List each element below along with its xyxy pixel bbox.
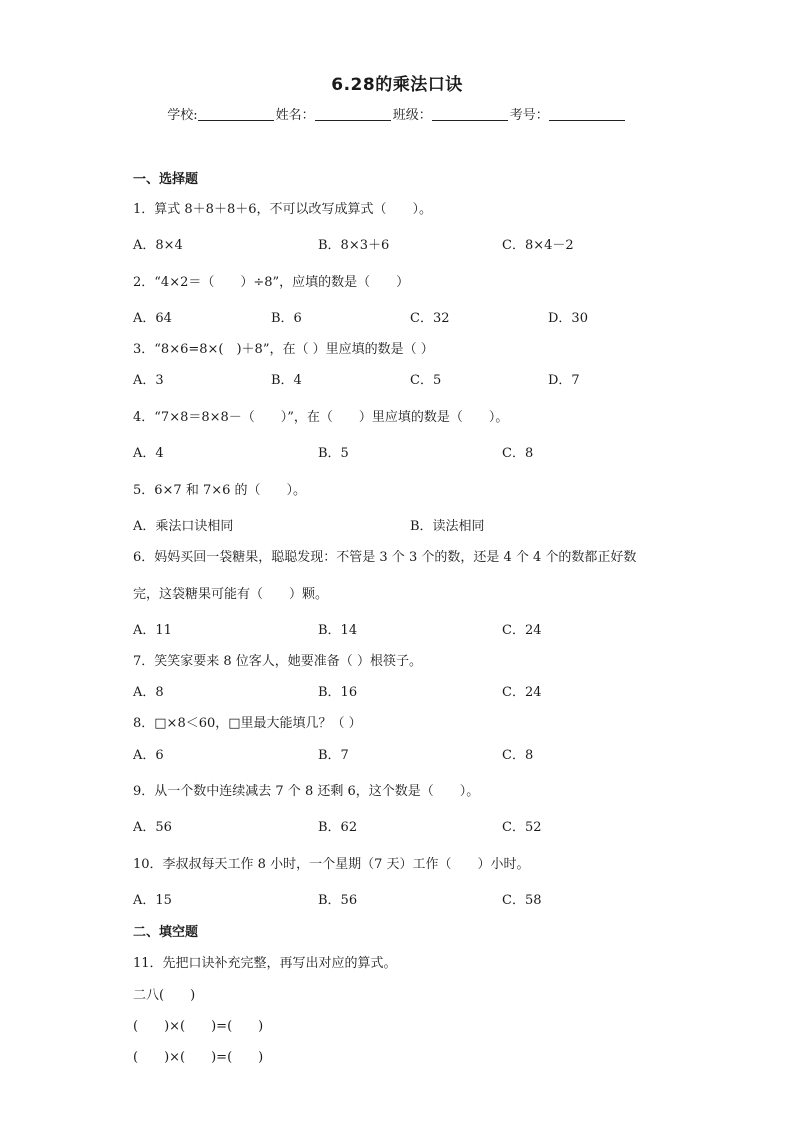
question-3-option-d[interactable]: D．7: [548, 373, 580, 388]
question-6-stem-line-1: 6．妈妈买回一袋糖果，聪聪发现：不管是 3 个 3 个的数，还是 4 个 4 个的数都正好数: [133, 550, 637, 565]
question-2-stem: 2．“4×2＝（ ）÷8”，应填的数是（ ）: [133, 275, 410, 290]
question-8-option-c[interactable]: C．8: [502, 748, 534, 763]
question-2-option-d[interactable]: D．30: [548, 311, 588, 326]
section-heading-choice: 一、选择题: [133, 172, 199, 187]
question-5-option-a[interactable]: A．乘法口诀相同: [133, 519, 234, 534]
question-4-option-a[interactable]: A．4: [133, 446, 164, 461]
question-9-option-c[interactable]: C．52: [502, 820, 542, 835]
question-7-option-b[interactable]: B．16: [318, 685, 358, 700]
question-7-option-c[interactable]: C．24: [502, 685, 542, 700]
question-6-option-b[interactable]: B．14: [318, 623, 358, 638]
question-4-stem: 4．“7×8＝8×8－（ ）”，在（ ）里应填的数是（ ）。: [133, 410, 509, 425]
school-blank[interactable]: [198, 107, 274, 121]
question-2-option-b[interactable]: B．6: [271, 311, 302, 326]
question-6-option-a[interactable]: A．11: [133, 623, 172, 638]
question-11-equation-2[interactable]: ( )×( )=( ): [133, 1050, 264, 1065]
page-title: 6.28的乘法口诀: [331, 75, 463, 95]
number-blank[interactable]: [549, 107, 625, 121]
school-label: 学校:: [167, 108, 198, 123]
question-10-option-a[interactable]: A．15: [133, 893, 172, 908]
question-3-option-c[interactable]: C．5: [410, 373, 442, 388]
question-4-option-b[interactable]: B．5: [318, 446, 349, 461]
question-1-option-c[interactable]: C．8×4－2: [502, 238, 574, 253]
question-9-option-a[interactable]: A．56: [133, 820, 172, 835]
question-10-stem: 10．李叔叔每天工作 8 小时，一个星期（7 天）工作（ ）小时。: [133, 857, 530, 872]
question-8-stem: 8．□×8＜60，□里最大能填几？（ ）: [133, 716, 362, 731]
question-9-option-b[interactable]: B．62: [318, 820, 358, 835]
question-6-option-c[interactable]: C．24: [502, 623, 542, 638]
question-2-option-a[interactable]: A．64: [133, 311, 172, 326]
question-2-option-c[interactable]: C．32: [410, 311, 450, 326]
question-6-stem-line-2: 完，这袋糖果可能有（ ）颗。: [133, 587, 329, 602]
number-label: 考号：: [509, 108, 549, 123]
question-3-option-a[interactable]: A．3: [133, 373, 164, 388]
name-label: 姓名：: [275, 108, 315, 123]
question-8-option-a[interactable]: A．6: [133, 748, 164, 763]
class-label: 班级：: [392, 108, 432, 123]
question-10-option-c[interactable]: C．58: [502, 893, 542, 908]
question-4-option-c[interactable]: C．8: [502, 446, 534, 461]
class-blank[interactable]: [432, 107, 508, 121]
question-1-option-b[interactable]: B．8×3＋6: [318, 238, 390, 253]
student-info-row: [0, 104, 794, 123]
section-heading-fill-blank: 二、填空题: [133, 925, 199, 940]
question-9-stem: 9．从一个数中连续减去 7 个 8 还剩 6，这个数是（ ）。: [133, 784, 480, 799]
question-3-option-b[interactable]: B．4: [271, 373, 302, 388]
question-1-option-a[interactable]: A．8×4: [133, 238, 183, 253]
question-8-option-b[interactable]: B．7: [318, 748, 349, 763]
question-7-option-a[interactable]: A．8: [133, 685, 164, 700]
question-7-stem: 7．笑笑家要来 8 位客人，她要准备（ ）根筷子。: [133, 654, 422, 669]
question-11-stem: 11．先把口诀补充完整，再写出对应的算式。: [133, 956, 397, 971]
question-5-stem: 5．6×7 和 7×6 的（ ）。: [133, 483, 307, 498]
question-5-option-b[interactable]: B．读法相同: [410, 519, 485, 534]
question-11-rhyme-line[interactable]: 二八( ): [133, 988, 196, 1003]
name-blank[interactable]: [315, 107, 391, 121]
question-11-equation-1[interactable]: ( )×( )=( ): [133, 1019, 264, 1034]
question-3-stem: 3．“8×6=8×( )＋8”，在（ ）里应填的数是（ ）: [133, 342, 434, 357]
question-10-option-b[interactable]: B．56: [318, 893, 358, 908]
question-1-stem: 1．算式 8＋8＋8＋6，不可以改写成算式（ ）。: [133, 202, 432, 217]
